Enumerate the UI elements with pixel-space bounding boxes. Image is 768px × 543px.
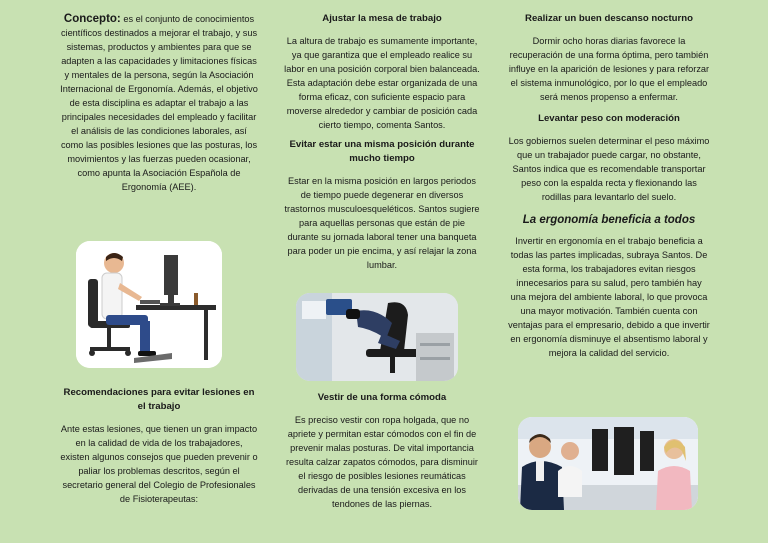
column-middle [284,0,480,272]
office-workers-photo [518,417,698,510]
column-middle-clothing [284,391,480,511]
concept-label: Concepto: [63,13,121,25]
night-rest-text: Dormir ocho horas diarias favorece la recuperación de una forma óptima, pero también influye en la aparición de lesiones y para reforzar el sistema inmunológico, por lo que el empleado será menos propenso a enfermar. [508,36,710,102]
night-rest-title: Realizar un buen descanso nocturno [525,13,693,24]
comfortable-clothing-text: Es preciso vestir con ropa holgada, que no apriete y permitan estar cómodos con el fin de prevenir malas posturas. De vital importancia resulta calzar zapatos cómodos, para disminuir el riesgo de posibles lesiones reumáticas derivadas de una tensión excesiva en los tendones de las piernas. [285,415,478,509]
adjust-desk-text: La altura de trabajo es sumamente importante, ya que garantiza que el empleado realice su labor en una posición corporal bien balanceada. Esta adaptación debe estar organizada de una forma eficaz, con suficiente espacio para moverse alrededor y cambiar de posición cada cierto tiempo, comenta Santos. [284,36,480,130]
lift-weight-title: Levantar peso con moderación [538,113,680,124]
concept-text: es el conjunto de conocimientos científicos destinados a mejorar el trabajo, y sus sistemas, productos y ambientes para que se adapten a las capacidades y limitaciones físicas y mentales de la persona, según la Asociación Internacional de Ergonomía. Además, el objetivo de esta disciplina es adaptar el trabajo a las principales necesidades del empleado y facilitar el análisis de las condiciones laborales, así como las posibles lesiones que las posturas, los movimientos y las fuerzas pueden ocasionar, como apunta la Asociación Española de Ergonomía (AEE). [60,14,258,192]
recommendations-text: Ante estas lesiones, que tienen un gran impacto en la calidad de vida de los trabajadores, existen algunos consejos que pueden prevenir o paliar los problemas descritos, según el secretario general del Colegio de Profesionales de Fisioterapeutas: [60,424,258,504]
recommendations-title: Recomendaciones para evitar lesiones en el trabajo [63,387,255,412]
column-left-recommendations [60,386,258,506]
office-chair-photo [296,293,458,381]
concept-paragraph [60,12,258,194]
ergonomic-desk-illustration [76,241,222,368]
ergonomics-benefits-text: Invertir en ergonomía en el trabajo beneficia a todas las partes implicadas, subraya Santos. De esta forma, los trabajadores evitan riesgos innecesarios para su salud, pero también hay una mejora del ambiente laboral, lo que provoca una mayor motivación. También cuenta con ventajas para el empresario, debido a que invertir en ergonomía disminuye el absentismo laboral y mejora la calidad del servicio. [508,236,710,358]
avoid-same-position-title: Evitar estar una misma posición durante mucho tiempo [289,139,475,164]
column-left [60,0,258,194]
ergonomics-benefits-title: La ergonomía beneficia a todos [522,214,696,226]
adjust-desk-title: Ajustar la mesa de trabajo [322,13,442,24]
column-right [508,0,710,360]
lift-weight-text: Los gobiernos suelen determinar el peso máximo que un trabajador puede cargar, no obstante, Santos indica que es recomendable transportar peso con la espalda recta y flexionando las rodillas para levantarlo del suelo. [508,136,710,202]
avoid-same-position-text: Estar en la misma posición en largos periodos de tiempo puede degenerar en diversos trastornos musculoesqueléticos. Santos sugiere para aquellas personas que están de pie durante su jornada laboral tener una banqueta para poder un pie encima, y así relajar la zona lumbar. [284,176,480,270]
comfortable-clothing-title: Vestir de una forma cómoda [317,392,447,403]
